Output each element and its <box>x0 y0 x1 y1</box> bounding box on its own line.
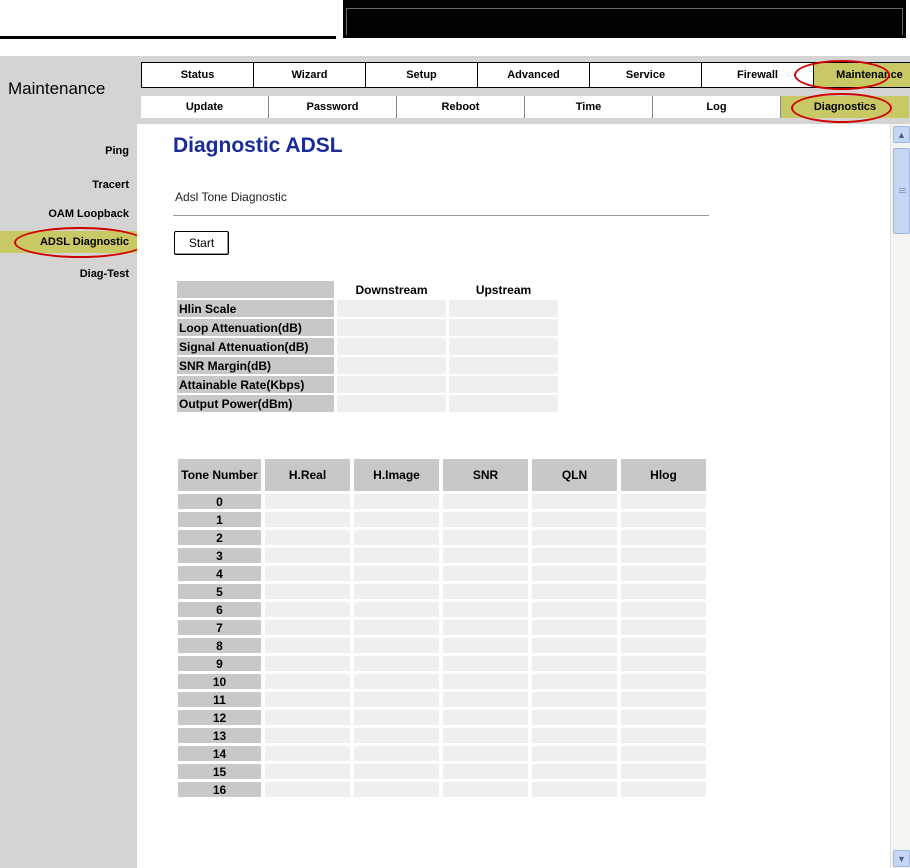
tone-number-cell: 8 <box>178 638 261 653</box>
sidebar-item-adsl-diagnostic[interactable]: ADSL Diagnostic <box>0 231 137 253</box>
tone-row <box>178 512 706 527</box>
tone-row <box>178 692 706 707</box>
tone-qln-cell <box>532 692 617 707</box>
tab-wizard[interactable]: Wizard <box>254 62 366 88</box>
downstream-value <box>337 319 446 336</box>
tone-snr-cell <box>443 728 528 743</box>
tone-snr-cell <box>443 746 528 761</box>
tone-number-cell: 1 <box>178 512 261 527</box>
page-subtitle: Adsl Tone Diagnostic <box>175 190 287 204</box>
tone-snr-cell <box>443 512 528 527</box>
vertical-scrollbar[interactable] <box>890 124 910 868</box>
tone-h-image-cell <box>354 566 439 581</box>
tone-hlog-cell <box>621 602 706 617</box>
tone-number-cell: 6 <box>178 602 261 617</box>
tone-h-real-cell <box>265 584 350 599</box>
tone-snr-cell <box>443 674 528 689</box>
tone-h-image-cell <box>354 548 439 563</box>
tone-qln-cell <box>532 656 617 671</box>
tone-qln-cell <box>532 764 617 779</box>
summary-row-label: Output Power(dBm) <box>177 395 334 412</box>
tone-snr-cell <box>443 656 528 671</box>
downstream-value <box>337 338 446 355</box>
subtab-password[interactable]: Password <box>269 96 397 118</box>
summary-row-label: SNR Margin(dB) <box>177 357 334 374</box>
subtab-diagnostics[interactable]: Diagnostics <box>781 96 909 118</box>
tone-diagnostic-table <box>174 456 710 800</box>
tone-row <box>178 746 706 761</box>
downstream-value <box>337 300 446 317</box>
column-header-snr: SNR <box>443 459 528 491</box>
tone-row <box>178 674 706 689</box>
tone-hlog-cell <box>621 566 706 581</box>
sidebar-item-ping[interactable]: Ping <box>105 145 129 157</box>
tone-hlog-cell <box>621 512 706 527</box>
tone-h-image-cell <box>354 602 439 617</box>
column-header-hlog: Hlog <box>621 459 706 491</box>
tab-status[interactable]: Status <box>141 62 254 88</box>
tone-number-cell: 0 <box>178 494 261 509</box>
tone-qln-cell <box>532 728 617 743</box>
tone-hlog-cell <box>621 746 706 761</box>
tone-h-real-cell <box>265 512 350 527</box>
tone-row <box>178 530 706 545</box>
tone-qln-cell <box>532 512 617 527</box>
tone-qln-cell <box>532 584 617 599</box>
tone-number-cell: 12 <box>178 710 261 725</box>
tone-h-real-cell <box>265 728 350 743</box>
tone-h-image-cell <box>354 584 439 599</box>
tone-row <box>178 638 706 653</box>
tone-qln-cell <box>532 638 617 653</box>
tone-qln-cell <box>532 620 617 635</box>
tone-hlog-cell <box>621 782 706 797</box>
tone-snr-cell <box>443 548 528 563</box>
tab-service[interactable]: Service <box>590 62 702 88</box>
tone-h-image-cell <box>354 710 439 725</box>
scroll-up-arrow-icon[interactable]: ▲ <box>893 126 910 143</box>
tone-h-image-cell <box>354 782 439 797</box>
tone-row <box>178 602 706 617</box>
tone-hlog-cell <box>621 692 706 707</box>
tone-hlog-cell <box>621 656 706 671</box>
tone-number-cell: 16 <box>178 782 261 797</box>
tone-hlog-cell <box>621 638 706 653</box>
tone-h-real-cell <box>265 530 350 545</box>
banner-black-panel <box>343 0 906 38</box>
tone-snr-cell <box>443 692 528 707</box>
summary-row-label: Signal Attenuation(dB) <box>177 338 334 355</box>
downstream-value <box>337 395 446 412</box>
tone-row <box>178 782 706 797</box>
tone-h-image-cell <box>354 692 439 707</box>
tone-hlog-cell <box>621 620 706 635</box>
tone-hlog-cell <box>621 710 706 725</box>
tone-h-real-cell <box>265 764 350 779</box>
tone-snr-cell <box>443 782 528 797</box>
tone-qln-cell <box>532 494 617 509</box>
tone-h-image-cell <box>354 764 439 779</box>
tone-h-image-cell <box>354 638 439 653</box>
tone-h-image-cell <box>354 620 439 635</box>
upstream-value <box>449 300 558 317</box>
page-title: Diagnostic ADSL <box>173 134 343 157</box>
tone-number-cell: 4 <box>178 566 261 581</box>
tone-row <box>178 728 706 743</box>
column-header-downstream: Downstream <box>355 282 428 297</box>
tone-snr-cell <box>443 710 528 725</box>
tone-row <box>178 710 706 725</box>
tone-qln-cell <box>532 746 617 761</box>
tone-h-image-cell <box>354 494 439 509</box>
tone-hlog-cell <box>621 674 706 689</box>
tone-number-cell: 3 <box>178 548 261 563</box>
tone-number-cell: 7 <box>178 620 261 635</box>
section-title: Maintenance <box>8 79 106 98</box>
tab-firewall[interactable]: Firewall <box>702 62 814 88</box>
tone-snr-cell <box>443 764 528 779</box>
tone-h-real-cell <box>265 566 350 581</box>
tone-qln-cell <box>532 674 617 689</box>
summary-row-label: Attainable Rate(Kbps) <box>177 376 334 393</box>
tone-hlog-cell <box>621 728 706 743</box>
tone-h-image-cell <box>354 728 439 743</box>
tone-h-real-cell <box>265 746 350 761</box>
tone-hlog-cell <box>621 494 706 509</box>
tone-row <box>178 584 706 599</box>
tone-qln-cell <box>532 548 617 563</box>
scroll-down-arrow-icon[interactable]: ▼ <box>893 850 910 867</box>
tone-qln-cell <box>532 710 617 725</box>
tone-h-real-cell <box>265 674 350 689</box>
tone-h-real-cell <box>265 548 350 563</box>
summary-row <box>177 376 558 393</box>
column-header-h-real: H.Real <box>265 459 350 491</box>
column-header-h-image: H.Image <box>354 459 439 491</box>
tone-h-real-cell <box>265 494 350 509</box>
downstream-value <box>337 357 446 374</box>
summary-corner-cell <box>177 281 334 298</box>
sidebar-item-diag-test[interactable]: Diag-Test <box>79 268 129 280</box>
tone-number-cell: 2 <box>178 530 261 545</box>
tone-qln-cell <box>532 530 617 545</box>
tone-snr-cell <box>443 530 528 545</box>
tone-hlog-cell <box>621 584 706 599</box>
tone-number-cell: 13 <box>178 728 261 743</box>
column-header-qln: QLN <box>532 459 617 491</box>
tone-number-cell: 10 <box>178 674 261 689</box>
summary-row-label: Hlin Scale <box>177 300 334 317</box>
tone-snr-cell <box>443 584 528 599</box>
tone-snr-cell <box>443 638 528 653</box>
start-button[interactable]: Start <box>174 231 229 255</box>
tone-hlog-cell <box>621 764 706 779</box>
subtab-log[interactable]: Log <box>653 96 781 118</box>
tone-qln-cell <box>532 602 617 617</box>
tone-row <box>178 764 706 779</box>
main-content <box>137 124 890 868</box>
sidebar-item-tracert[interactable]: Tracert <box>92 179 129 191</box>
tone-number-cell: 14 <box>178 746 261 761</box>
column-header-upstream: Upstream <box>475 282 532 297</box>
tone-snr-cell <box>443 620 528 635</box>
tone-h-real-cell <box>265 620 350 635</box>
summary-row <box>177 395 558 412</box>
tone-h-image-cell <box>354 674 439 689</box>
tone-number-cell: 15 <box>178 764 261 779</box>
tone-snr-cell <box>443 602 528 617</box>
summary-row <box>177 319 558 336</box>
tone-hlog-cell <box>621 530 706 545</box>
sidebar-item-oam-loopback[interactable]: OAM Loopback <box>48 208 129 220</box>
tone-rows <box>178 494 706 797</box>
tab-setup[interactable]: Setup <box>366 62 478 88</box>
tab-maintenance[interactable]: Maintenance <box>814 62 910 88</box>
upstream-value <box>449 338 558 355</box>
tone-h-image-cell <box>354 512 439 527</box>
summary-row <box>177 338 558 355</box>
header <box>0 56 910 124</box>
tone-number-cell: 11 <box>178 692 261 707</box>
scroll-thumb[interactable] <box>893 148 910 234</box>
tone-number-cell: 5 <box>178 584 261 599</box>
upstream-value <box>449 376 558 393</box>
tone-row <box>178 548 706 563</box>
tone-row <box>178 620 706 635</box>
tone-snr-cell <box>443 566 528 581</box>
tone-qln-cell <box>532 566 617 581</box>
summary-row-label: Loop Attenuation(dB) <box>177 319 334 336</box>
tone-h-image-cell <box>354 746 439 761</box>
tone-number-cell: 9 <box>178 656 261 671</box>
tone-row <box>178 494 706 509</box>
tone-h-image-cell <box>354 530 439 545</box>
tone-qln-cell <box>532 782 617 797</box>
subtab-time[interactable]: Time <box>525 96 653 118</box>
upstream-value <box>449 395 558 412</box>
tab-advanced[interactable]: Advanced <box>478 62 590 88</box>
tone-snr-cell <box>443 494 528 509</box>
divider <box>173 215 709 216</box>
upstream-value <box>449 357 558 374</box>
left-sidebar <box>0 124 137 868</box>
tone-h-real-cell <box>265 638 350 653</box>
tone-h-real-cell <box>265 692 350 707</box>
tone-h-real-cell <box>265 656 350 671</box>
upstream-value <box>449 319 558 336</box>
column-header-tone-number: Tone Number <box>178 459 261 491</box>
tone-h-image-cell <box>354 656 439 671</box>
tone-hlog-cell <box>621 548 706 563</box>
summary-row <box>177 357 558 374</box>
top-banner <box>0 0 910 40</box>
summary-row <box>177 300 558 317</box>
secondary-nav <box>141 96 909 118</box>
primary-nav <box>141 62 910 88</box>
tone-h-real-cell <box>265 602 350 617</box>
banner-rule <box>0 36 336 39</box>
tone-h-real-cell <box>265 782 350 797</box>
downstream-value <box>337 376 446 393</box>
adsl-summary-table <box>174 279 561 414</box>
subtab-update[interactable]: Update <box>141 96 269 118</box>
tone-row <box>178 656 706 671</box>
tone-h-real-cell <box>265 710 350 725</box>
tone-row <box>178 566 706 581</box>
subtab-reboot[interactable]: Reboot <box>397 96 525 118</box>
